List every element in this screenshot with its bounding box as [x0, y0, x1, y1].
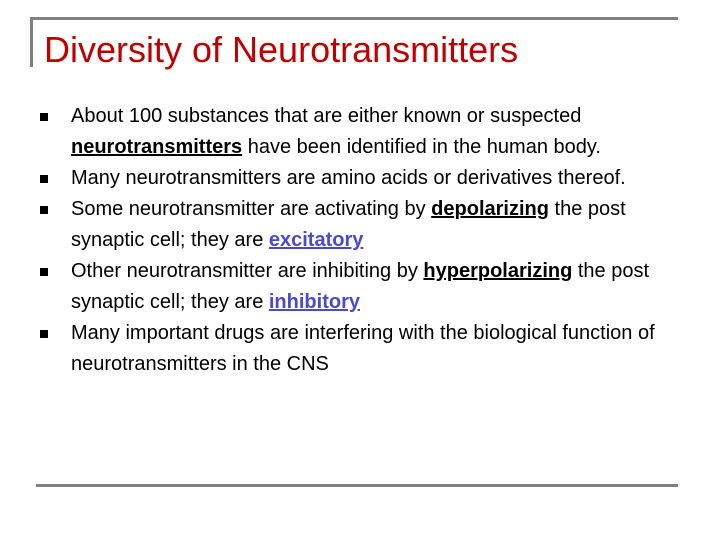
square-bullet-icon [40, 206, 48, 214]
frame-top-rule [30, 17, 678, 20]
square-bullet-icon [40, 175, 48, 183]
bullet-text: Many important drugs are interfering with the biological function of neurotransmitters in the CNS [71, 322, 655, 375]
square-bullet-icon [40, 268, 48, 276]
term-excitatory: excitatory [268, 229, 364, 251]
slide-title: Diversity of Neurotransmitters [44, 29, 519, 70]
bullet-text: Some neurotransmitter are activating by [71, 198, 432, 220]
bullet-text: About 100 substances that are either known or suspected [71, 105, 582, 127]
bullet-item [40, 163, 700, 194]
bullet-item [40, 318, 700, 380]
frame-left-rule [30, 17, 33, 67]
frame-bottom-rule [36, 484, 678, 487]
bullet-text: the post synaptic cell; they are [71, 198, 626, 251]
square-bullet-icon [40, 113, 48, 121]
bullet-text: the post synaptic cell; they are [71, 260, 650, 313]
term-inhibitory: inhibitory [268, 291, 360, 313]
term-neurotransmitters: neurotransmitters [71, 136, 243, 158]
bullet-item [40, 256, 700, 318]
bullet-text: Other neurotransmitter are inhibiting by [71, 260, 424, 282]
bullet-list [40, 101, 700, 380]
term-hyperpolarizing: hyperpolarizing [423, 260, 573, 282]
square-bullet-icon [40, 330, 48, 338]
term-depolarizing: depolarizing [431, 198, 549, 220]
bullet-item [40, 101, 700, 163]
bullet-item [40, 194, 700, 256]
bullet-text: Many neurotransmitters are amino acids or derivatives thereof. [71, 167, 626, 189]
bullet-text: have been identified in the human body. [242, 136, 601, 158]
